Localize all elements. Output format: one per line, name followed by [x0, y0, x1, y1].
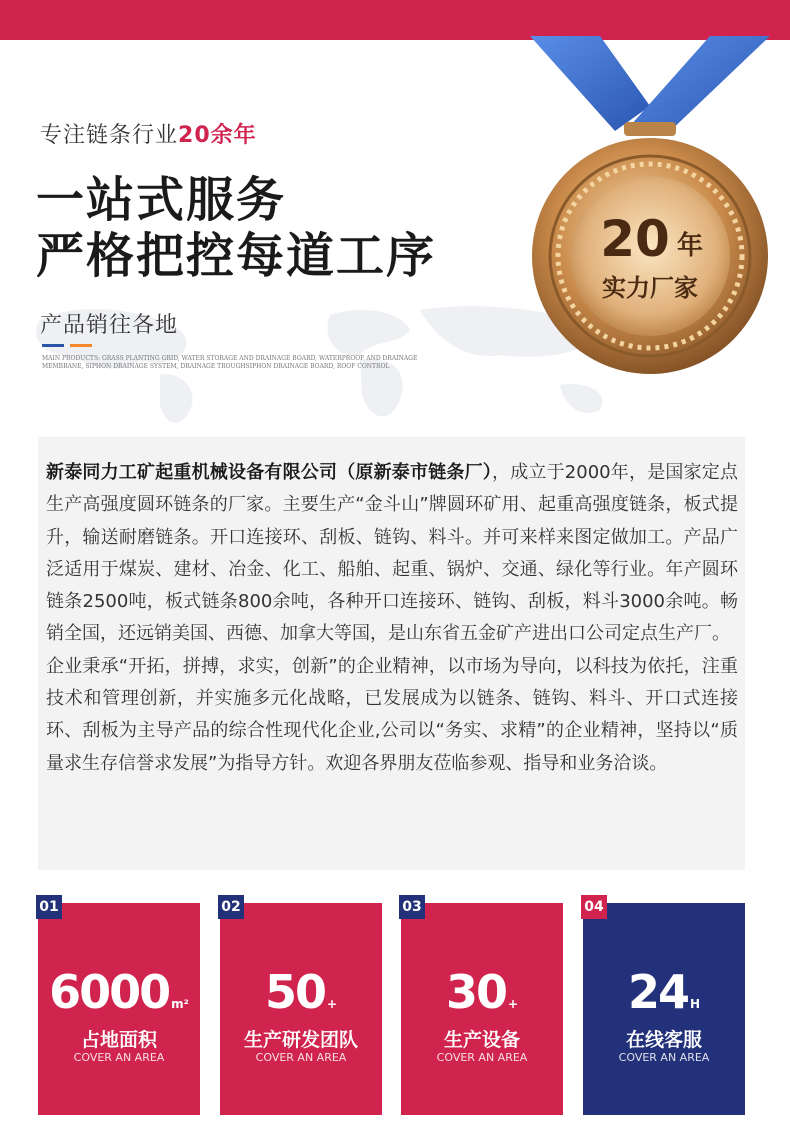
tagline-text: 专注链条行业	[40, 123, 179, 148]
stat-unit: +	[326, 997, 338, 1011]
medal-number: 20	[600, 210, 670, 268]
stat-index: 03	[399, 895, 425, 919]
company-intro-panel	[38, 437, 745, 870]
ribbon-left	[530, 36, 650, 131]
medal-clasp	[624, 122, 676, 136]
subtitle: 产品销往各地	[40, 313, 179, 338]
stat-number: 24	[627, 965, 688, 1019]
stat-label: 生产研发团队	[243, 1029, 358, 1051]
stat-english: COVER AN AREA	[436, 1051, 528, 1064]
main-headline	[36, 172, 436, 284]
stat-index: 01	[36, 895, 62, 919]
stat-value	[220, 965, 382, 1019]
orange-dash	[70, 344, 92, 347]
stat-index: 04	[581, 895, 607, 919]
stat-unit: +	[507, 997, 519, 1011]
top-color-bar	[0, 0, 790, 40]
blue-dash	[42, 344, 64, 347]
stat-value	[38, 965, 200, 1019]
stat-english: COVER AN AREA	[255, 1051, 347, 1064]
stat-number: 6000	[49, 965, 170, 1019]
medal-unit: 年	[676, 231, 704, 261]
stat-label: 生产设备	[443, 1029, 520, 1051]
gold-medal-icon	[520, 36, 780, 386]
stat-label: 占地面积	[80, 1029, 157, 1051]
tagline	[40, 118, 257, 149]
stat-index: 02	[218, 895, 244, 919]
stat-label: 在线客服	[625, 1029, 702, 1051]
stat-value	[401, 965, 563, 1019]
headline-line-1: 一站式服务	[36, 172, 287, 228]
stat-card-service	[583, 899, 745, 1115]
company-intro-text	[46, 457, 738, 780]
intro-paragraph-2: 企业秉承“开拓，拼搏，求实，创新”的企业精神，以市场为导向，以科技为依托，注重技术和管理创新，并实施多元化战略，已发展成为以链条、链钩、料斗、开口式连接环、刮板为主导产品的综合性现代化企业,公司以“务实、求精”的企业精神，坚持以“质量求生存信誉求发展”为指导方针。欢迎各界朋友莅临参观、指导和业务洽谈。	[46, 655, 738, 774]
intro-paragraph-1	[46, 457, 738, 651]
intro-paragraph-1-text: ，成立于2000年，是国家定点生产高强度圆环链条的厂家。主要生产“金斗山”牌圆环矿用、起重高强度链条，板式提升，输送耐磨链条。开口连接环、刮板、链钩、料斗。并可来样来图定做加工。产品广泛适用于煤炭、建材、冶金、化工、船舶、起重、锅炉、交通、绿化等行业。年产圆环链条2500吨，板式链条800余吨，各种开口连接环、链钩、刮板，料斗3000余吨。畅销全国，还远销美国、西德、加拿大等国，是山东省五金矿产进出口公司定点生产厂。	[46, 462, 739, 645]
medal-caption: 实力厂家	[602, 274, 698, 302]
stat-unit: m²	[171, 997, 189, 1011]
headline-line-2: 严格把控每道工序	[36, 228, 437, 284]
stat-number: 50	[264, 965, 325, 1019]
stat-card-team	[220, 899, 382, 1115]
stat-card-area	[38, 899, 200, 1115]
stat-unit: H	[689, 997, 701, 1011]
stat-card-equipment	[401, 899, 563, 1115]
stat-value	[583, 965, 745, 1019]
tagline-highlight: 20余年	[178, 123, 257, 148]
decorative-dashes	[42, 344, 94, 347]
english-product-list: MAIN PRODUCTS: GRASS PLANTING GRID, WATER STORAGE AND DRAINAGE BOARD, WATERPROOF AND DRAINAGE MEMBRANE, SIPHON DRAINAGE SYSTEM, DRAINAGE TROUGHSIPHON DRAINAGE BOARD, ROOF CONTROL	[42, 355, 418, 370]
stat-english: COVER AN AREA	[73, 1051, 165, 1064]
company-name: 新泰同力工矿起重机械设备有限公司（原新泰市链条厂）	[46, 462, 492, 483]
stat-number: 30	[445, 965, 506, 1019]
ribbon-right	[630, 36, 770, 136]
stat-english: COVER AN AREA	[618, 1051, 710, 1064]
